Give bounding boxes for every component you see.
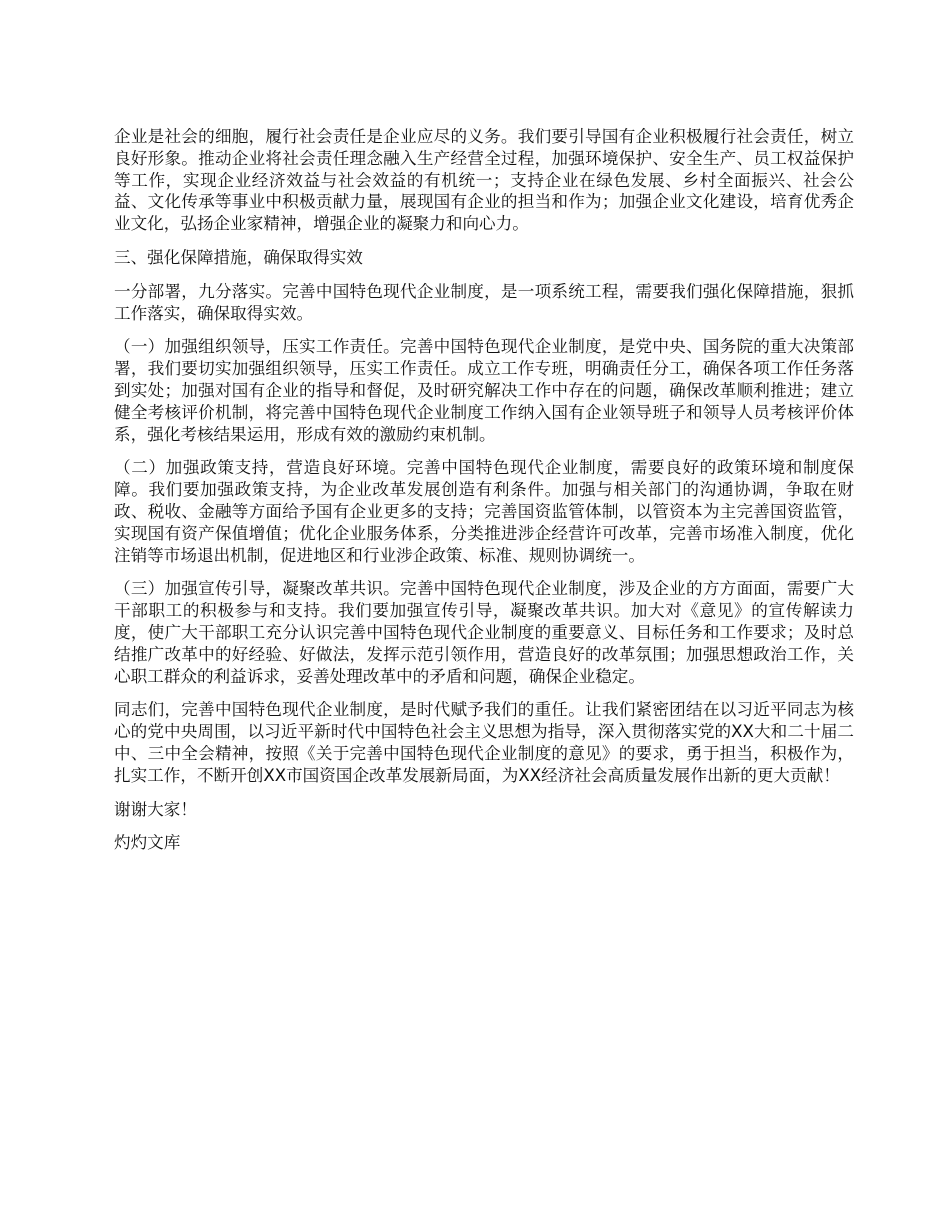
thanks-line: 谢谢大家！: [114, 799, 197, 819]
paragraph-social-responsibility: 企业是社会的细胞，履行社会责任是企业应尽的义务。我们要引导国有企业积极履行社会责任，树立良好形象。推动企业将社会责任理念融入生产经营全过程，加强环境保护、安全生产、员工权益保护等工作，实现企业经济效益与社会效益的有机统一；支持企业在绿色发展、乡村全面振兴、社会公益、文化传承等事业中积极贡献力量，展现国有企业的担当和作为；加强企业文化建设，培育优秀企业文化，弘扬企业家精神，增强企业的凝聚力和向心力。: [114, 127, 854, 234]
document-body: [114, 126, 854, 866]
source-label: 灼灼文库: [114, 833, 181, 853]
paragraph-implementation: 一分部署，九分落实。完善中国特色现代企业制度，是一项系统工程，需要我们强化保障措施，狠抓工作落实，确保取得实效。: [114, 281, 854, 323]
section-heading: 三、强化保障措施，确保取得实效: [114, 247, 363, 267]
paragraph-policy-support: （二）加强政策支持，营造良好环境。完善中国特色现代企业制度，需要良好的政策环境和制度保障。我们要加强政策支持，为企业改革发展创造有利条件。加强与相关部门的沟通协调，争取在财政、税收、金融等方面给予国有企业更多的支持；完善国资监管体制，以管资本为主完善国资监管，实现国有资产保值增值；优化企业服务体系，分类推进涉企经营许可改革，完善市场准入制度，优化注销等市场退出机制，促进地区和行业涉企政策、标准、规则协调统一。: [114, 458, 854, 565]
paragraph-organization-leadership: （一）加强组织领导，压实工作责任。完善中国特色现代企业制度，是党中央、国务院的重大决策部署，我们要切实加强组织领导，压实工作责任。成立工作专班，明确责任分工，确保各项工作任务落到实处；加强对国有企业的指导和督促，及时研究解决工作中存在的问题，确保改革顺利推进；建立健全考核评价机制，将完善中国特色现代企业制度工作纳入国有企业领导班子和领导人员考核评价体系，强化考核结果运用，形成有效的激励约束机制。: [114, 337, 854, 444]
paragraph-publicity-guidance: （三）加强宣传引导，凝聚改革共识。完善中国特色现代企业制度，涉及企业的方方面面，需要广大干部职工的积极参与和支持。我们要加强宣传引导，凝聚改革共识。加大对《意见》的宣传解读力度，使广大干部职工充分认识完善中国特色现代企业制度的重要意义、目标任务和工作要求；及时总结推广改革中的好经验、好做法，发挥示范引领作用，营造良好的改革氛围；加强思想政治工作，关心职工群众的利益诉求，妥善处理改革中的矛盾和问题，确保企业稳定。: [114, 579, 854, 686]
paragraph-conclusion: 同志们，完善中国特色现代企业制度，是时代赋予我们的重任。让我们紧密团结在以习近平同志为核心的党中央周围，以习近平新时代中国特色社会主义思想为指导，深入贯彻落实党的XX大和二十届二中、三中全会精神，按照《关于完善中国特色现代企业制度的意见》的要求，勇于担当，积极作为，扎实工作，不断开创XX市国资国企改革发展新局面，为XX经济社会高质量发展作出新的更大贡献！: [114, 700, 854, 785]
